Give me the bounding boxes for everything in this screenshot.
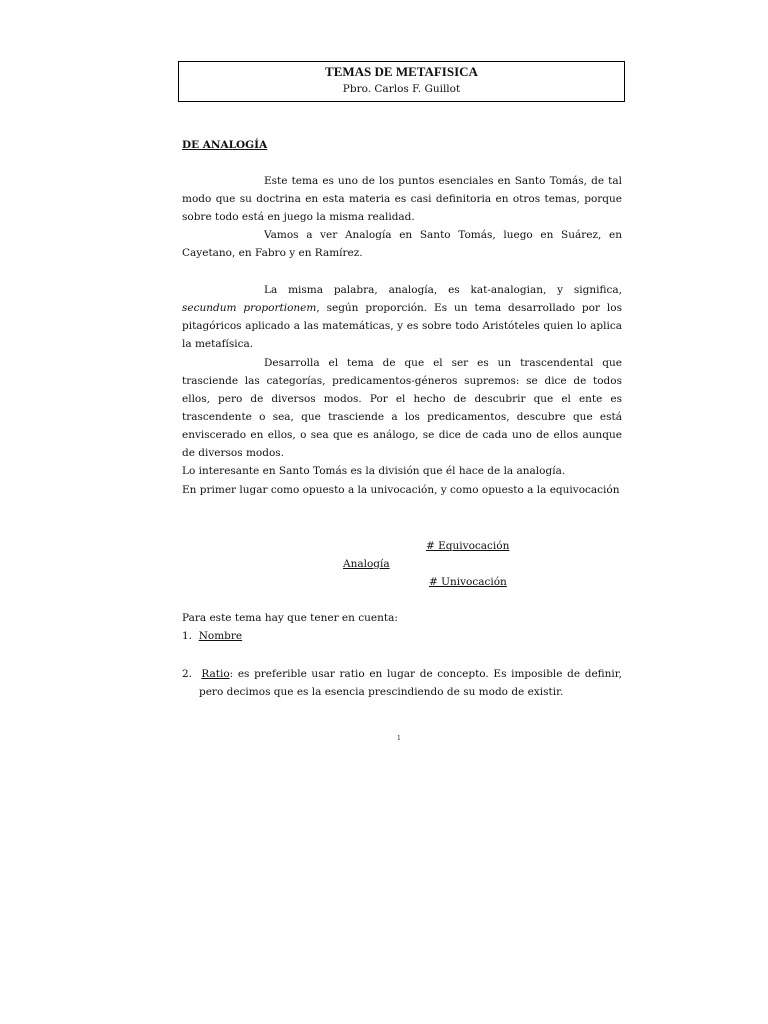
paragraph-3-end: , según proporción. Es un tema desarrollado por los pitagóricos aplicado a las matemáticas, y es sobre todo Aristóteles quien lo aplica la metafísica. (182, 302, 622, 350)
division-univocacion: # Univocación (429, 576, 507, 588)
list-item-1-number: 1. (182, 630, 193, 642)
header-box (178, 61, 625, 102)
paragraph-3 (182, 281, 622, 353)
list-item-2-number: 2. (182, 668, 193, 680)
paragraph-1: Este tema es uno de los puntos esenciales en Santo Tomás, de tal modo que su doctrina en esta materia es casi definitoria en otros temas, porque sobre todo está en juego la misma realidad. (182, 175, 622, 223)
list-item-2-text: : es preferible usar ratio en lugar de concepto. Es imposible de definir, pero decimos que es la esencia prescindiendo de su modo de existir. (199, 668, 622, 698)
list-item-2 (182, 665, 622, 701)
section-title: DE ANALOGÍA (182, 139, 268, 151)
cuenta-intro: Para este tema hay que tener en cuenta: (182, 612, 398, 624)
paragraph-4: Desarrolla el tema de que el ser es un trascendental que trasciende las categorías, predicamentos-géneros supremos: se dice de todos ellos, pero de diversos modos. Por el hecho de descubrir que el ente es trascendente o sea, que trasciende a los predicamentos, descubre que está enviscerado en ellos, o sea que es análogo, se dice de cada uno de ellos aunque de diversos modos. (182, 357, 622, 459)
paragraph-6: En primer lugar como opuesto a la univocación, y como opuesto a la equivocación (182, 484, 620, 496)
division-analogia: Analogía (343, 558, 390, 570)
paragraph-3-start: La misma palabra, analogía, es kat-analogian, y significa, (264, 284, 622, 296)
document-title: TEMAS DE METAFISICA (325, 64, 478, 79)
paragraph-3-latin: secundum proportionem (182, 302, 317, 314)
list-item-2-term: Ratio (201, 668, 230, 680)
paragraph-2: Vamos a ver Analogía en Santo Tomás, luego en Suárez, en Cayetano, en Fabro y en Ramírez. (182, 229, 622, 259)
list-item-1-term: Nombre (198, 630, 243, 642)
document-author: Pbro. Carlos F. Guillot (342, 83, 461, 95)
division-equivocacion: # Equivocación (426, 540, 510, 552)
paragraph-5: Lo interesante en Santo Tomás es la división que él hace de la analogía. (182, 465, 566, 477)
page-number: 1 (397, 735, 401, 742)
list-item-1 (182, 629, 242, 643)
